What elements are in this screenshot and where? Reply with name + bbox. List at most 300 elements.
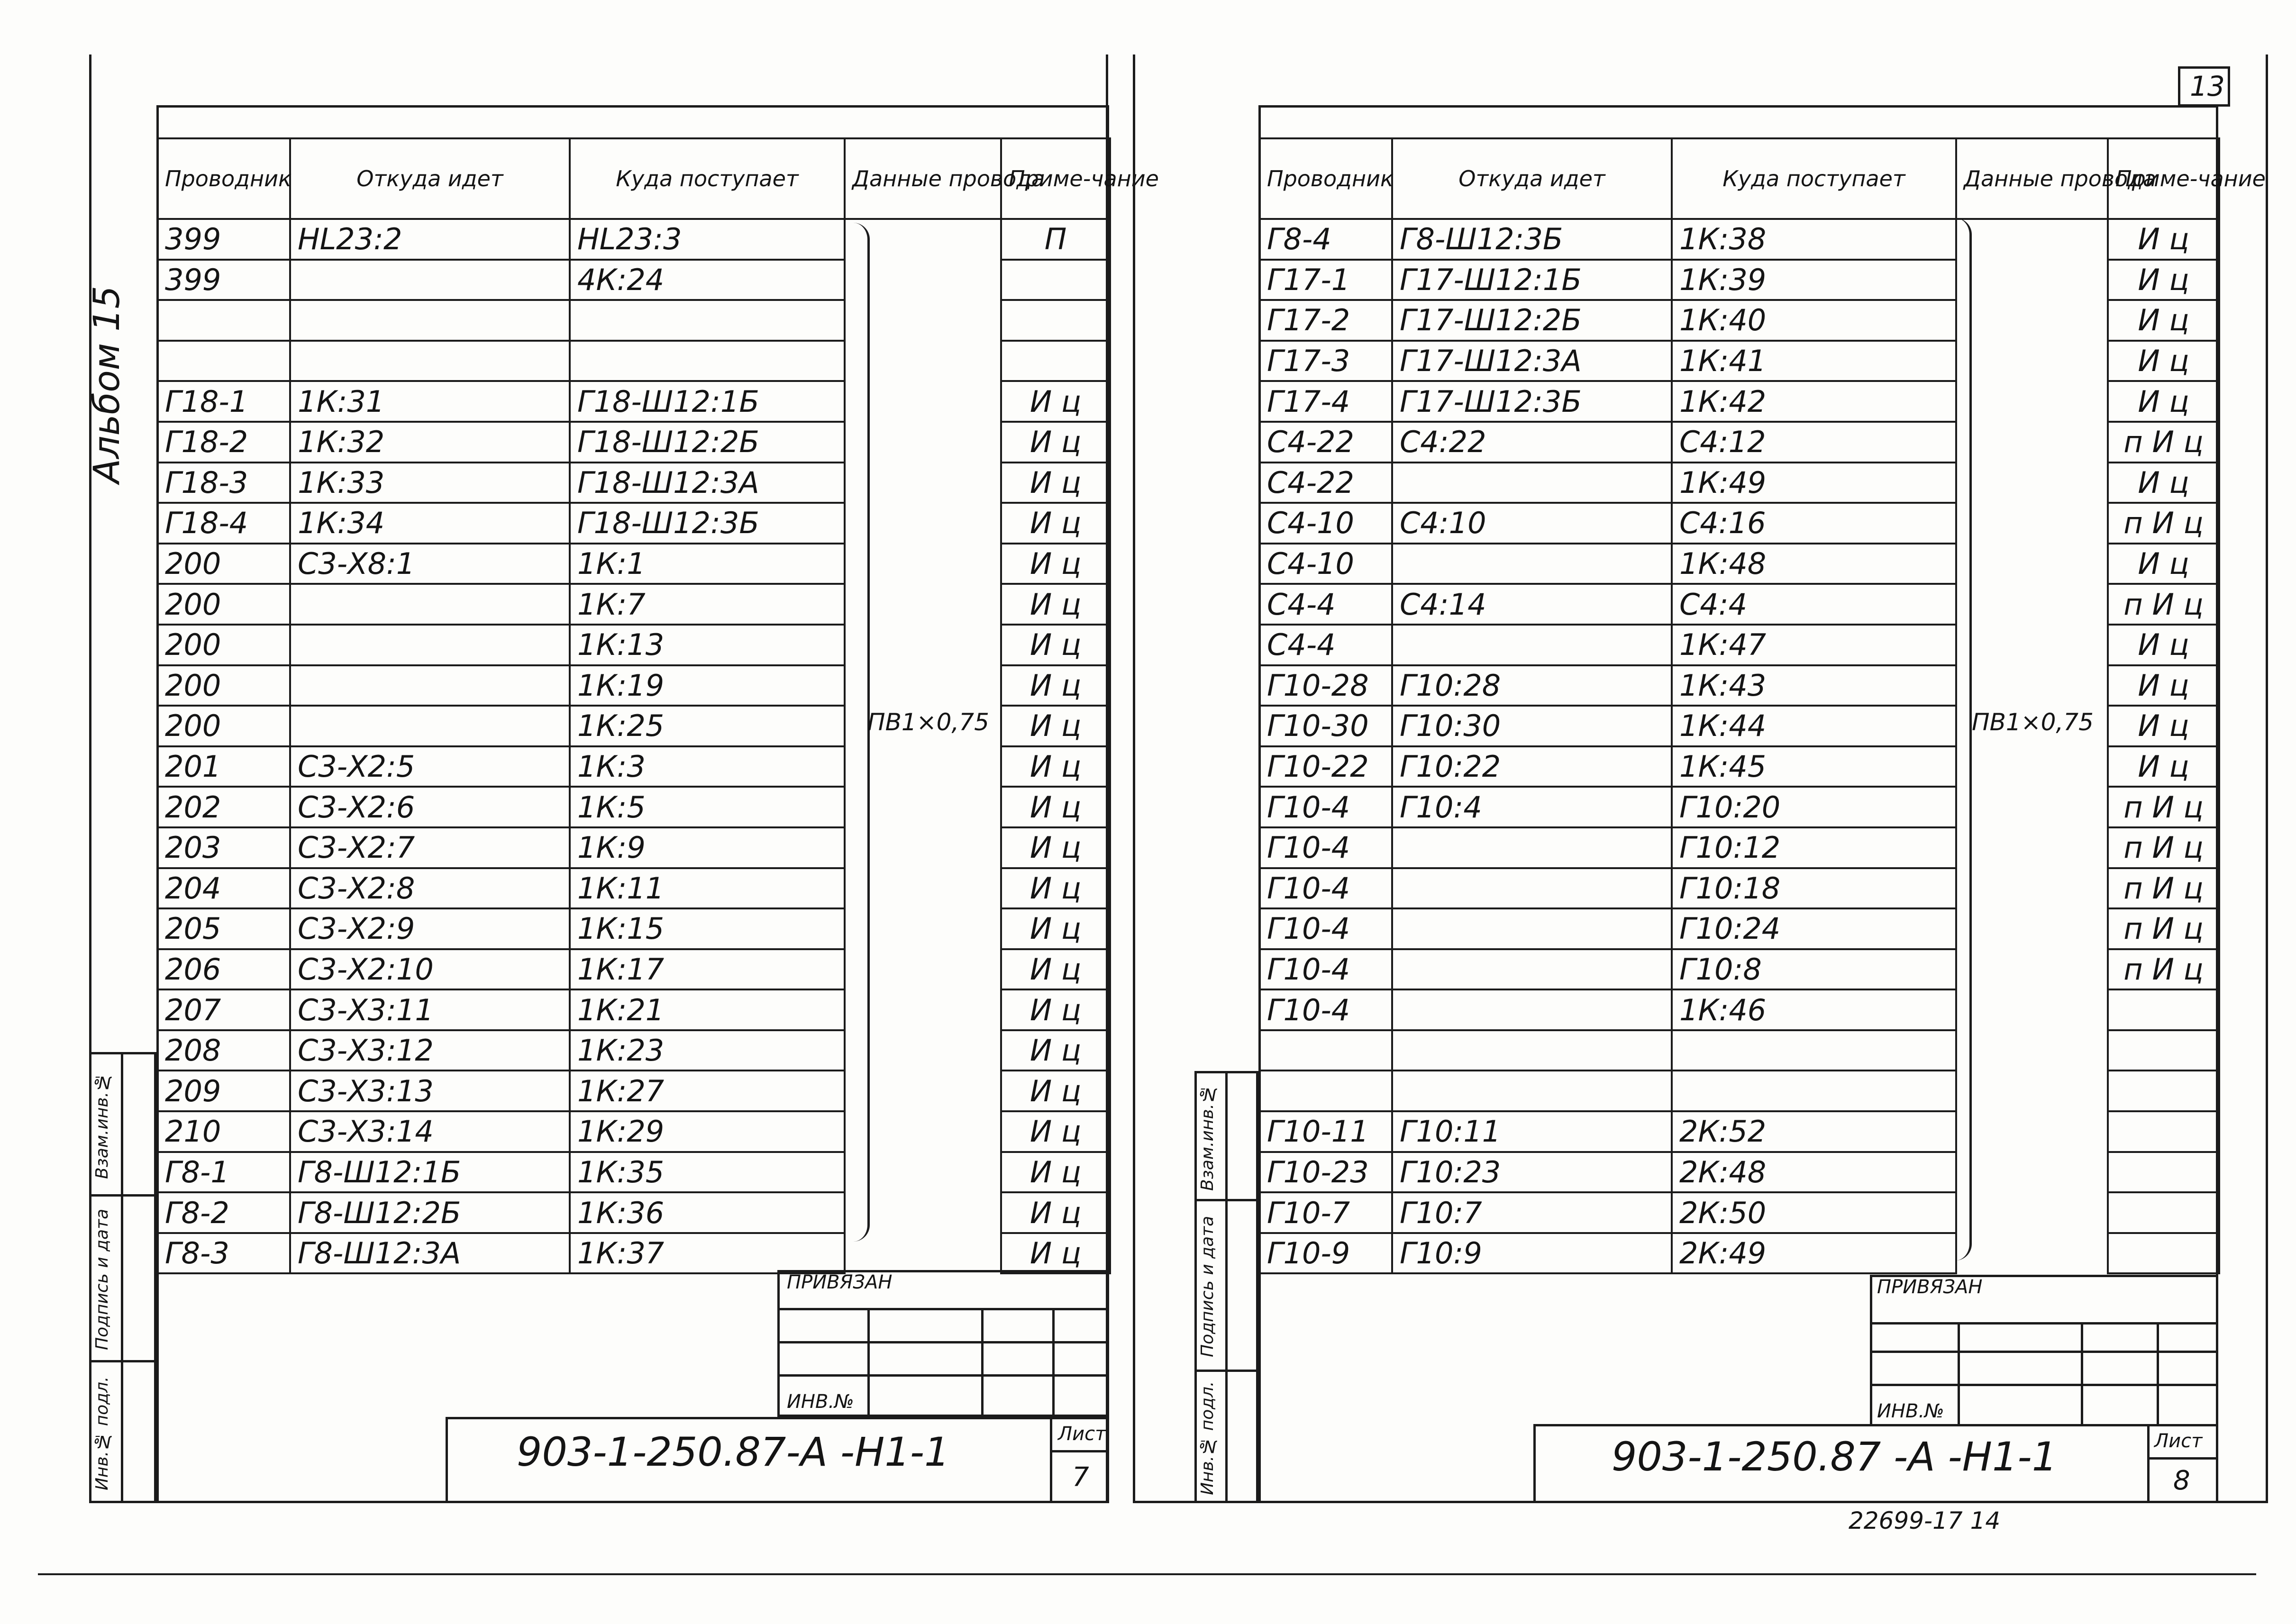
table-row [157,665,1110,706]
cell-note: п И ц [2108,503,2219,544]
cell-from [290,665,570,706]
cell-to: 1К:35 [570,1152,845,1193]
cell-conductor: 207 [157,989,290,1030]
cell-note: п И ц [2108,584,2219,625]
table-row [1259,1152,2219,1193]
cell-conductor: 202 [157,787,290,827]
table-row [157,260,1110,300]
cell-note: п И ц [2108,908,2219,949]
cell-note: п И ц [2108,868,2219,909]
cell-note [2108,1152,2219,1193]
cell-conductor: Г17-4 [1259,381,1392,422]
cell-conductor: Г10-23 [1259,1152,1392,1193]
cell-from: Г10:30 [1392,706,1672,746]
cell-from: Г17-Ш12:3Б [1392,381,1672,422]
cell-wire-data [1956,300,2108,341]
table-row [1259,908,2219,949]
cell-to: 1К:11 [570,868,845,909]
cell-conductor: 209 [157,1071,290,1111]
cell-note: И ц [1001,503,1110,544]
right-stamp-privyazan: ПРИВЯЗАН [1877,1276,1983,1298]
table-row [1259,625,2219,665]
cell-note: И ц [1001,1152,1110,1193]
cell-note: И ц [2108,463,2219,503]
cell-conductor: 201 [157,746,290,787]
cell-wire-data [1956,1111,2108,1152]
cell-from: С3-Х3:12 [290,1030,570,1071]
album-label: Альбом 15 [85,286,128,483]
cell-conductor: 205 [157,908,290,949]
cell-conductor: С4-4 [1259,584,1392,625]
cell-conductor: С4-4 [1259,625,1392,665]
cell-note: п И ц [2108,827,2219,868]
cell-from: С3-Х2:9 [290,908,570,949]
cell-wire-data [1956,868,2108,909]
table-row [157,1192,1110,1233]
cell-from [290,706,570,746]
cell-note: И ц [1001,827,1110,868]
cell-note: И ц [1001,381,1110,422]
cell-to: 1К:1 [570,544,845,584]
cell-conductor [157,341,290,381]
cell-wire-data [1956,665,2108,706]
table-row [1259,219,2219,260]
cell-note: И ц [1001,706,1110,746]
cell-wire-data [1956,625,2108,665]
page-corner-number: 13 [2190,70,2225,102]
right-sheet-label: Лист [2154,1430,2203,1452]
cell-note [1001,341,1110,381]
cell-conductor: 200 [157,584,290,625]
cell-to: С4:16 [1672,503,1956,544]
cell-from: HL23:2 [290,219,570,260]
table-row [157,300,1110,341]
cell-wire-data [1956,827,2108,868]
table-row [157,1152,1110,1193]
cell-to: Г18-Ш12:3А [570,463,845,503]
cell-wire-data [1956,908,2108,949]
cell-wire-data [1956,584,2108,625]
col-header-wire-data: Данные провода [1956,138,2108,219]
cell-wire-data [1956,1071,2108,1111]
cell-note: И ц [1001,1030,1110,1071]
cell-from [290,584,570,625]
cell-conductor: Г10-4 [1259,787,1392,827]
cell-to: Г18-Ш12:3Б [570,503,845,544]
cell-from [1392,868,1672,909]
side-label-inv-original: Инв.№ подл. [92,1376,112,1491]
table-row [157,625,1110,665]
cell-conductor: Г10-7 [1259,1192,1392,1233]
cell-note: И ц [2108,300,2219,341]
cell-note [2108,1111,2219,1152]
cell-to: 1К:48 [1672,544,1956,584]
table-row [157,868,1110,909]
right-cable-spec: ПВ1×0,75 [1972,708,2094,736]
table-row [157,584,1110,625]
cell-conductor: Г10-4 [1259,908,1392,949]
cell-conductor: Г18-4 [157,503,290,544]
col-header-to: Куда поступает [1672,138,1956,219]
side-label-signature-date: Подпись и дата [92,1208,112,1351]
cell-note: И ц [2108,544,2219,584]
cell-to: 1К:15 [570,908,845,949]
cell-note: И ц [1001,1233,1110,1274]
cell-to [1672,1071,1956,1111]
cell-note [2108,989,2219,1030]
table-row [157,422,1110,463]
table-row [1259,949,2219,990]
cell-from: Г17-Ш12:1Б [1392,260,1672,300]
col-header-note: Приме-чание [1001,138,1110,219]
cell-wire-data [1956,949,2108,990]
cell-note: И ц [1001,949,1110,990]
table-row [157,787,1110,827]
cell-from: 1К:33 [290,463,570,503]
cell-note: И ц [2108,260,2219,300]
cell-conductor: 200 [157,706,290,746]
cell-to: 1К:43 [1672,665,1956,706]
cell-from: Г8-Ш12:3А [290,1233,570,1274]
right-wire-table [1258,137,2266,1274]
table-row [157,381,1110,422]
cell-note: И ц [2108,381,2219,422]
cell-from [1392,463,1672,503]
cell-conductor: Г10-4 [1259,989,1392,1030]
left-sheet-label: Лист [1058,1423,1106,1445]
cell-to: Г10:20 [1672,787,1956,827]
cell-to: Г10:18 [1672,868,1956,909]
cell-from: Г17-Ш12:3А [1392,341,1672,381]
cell-conductor: 203 [157,827,290,868]
right-side-label-inv-original: Инв.№ подл. [1198,1381,1217,1496]
cell-note: И ц [1001,868,1110,909]
cell-to: 2К:52 [1672,1111,1956,1152]
left-stamp-privyazan: ПРИВЯЗАН [787,1271,893,1293]
table-row [157,503,1110,544]
cell-note: п И ц [2108,787,2219,827]
cell-to: 1К:47 [1672,625,1956,665]
cell-wire-data [1956,1152,2108,1193]
table-row [1259,827,2219,868]
cell-note: И ц [1001,908,1110,949]
cell-wire-data [1956,1233,2108,1274]
cell-from: С3-Х2:10 [290,949,570,990]
cell-to: 1К:44 [1672,706,1956,746]
cell-wire-data [1956,260,2108,300]
table-row [1259,422,2219,463]
cell-from [1392,989,1672,1030]
cell-to: 1К:17 [570,949,845,990]
cell-to [570,300,845,341]
cell-conductor: Г10-4 [1259,827,1392,868]
cell-to: 1К:9 [570,827,845,868]
cell-note: И ц [1001,665,1110,706]
cell-to: 1К:21 [570,989,845,1030]
table-row [157,746,1110,787]
cell-to: 1К:39 [1672,260,1956,300]
cell-to: Г18-Ш12:2Б [570,422,845,463]
cell-from [290,341,570,381]
cell-from: Г17-Ш12:2Б [1392,300,1672,341]
cell-wire-data [845,1233,1001,1274]
cell-conductor: Г8-3 [157,1233,290,1274]
cell-conductor: Г18-1 [157,381,290,422]
cell-conductor: Г10-4 [1259,949,1392,990]
cell-to [570,341,845,381]
cell-to: 1К:49 [1672,463,1956,503]
cell-from: С3-Х2:5 [290,746,570,787]
col-header-note: Приме-чание [2108,138,2219,219]
cell-wire-data [1956,503,2108,544]
cell-note [1001,260,1110,300]
cell-to: 1К:29 [570,1111,845,1152]
cell-wire-data [1956,787,2108,827]
cell-conductor: Г10-4 [1259,868,1392,909]
cell-note: И ц [1001,1111,1110,1152]
cell-note [2108,1192,2219,1233]
col-header-wire-data: Данные провода [845,138,1001,219]
cell-conductor: Г8-4 [1259,219,1392,260]
cell-to: С4:4 [1672,584,1956,625]
cell-from [1392,908,1672,949]
cell-to: 1К:45 [1672,746,1956,787]
cell-from: Г8-Ш12:2Б [290,1192,570,1233]
cell-from [290,300,570,341]
cell-to: 1К:40 [1672,300,1956,341]
table-row [1259,1071,2219,1111]
left-cable-spec: ПВ1×0,75 [867,708,989,736]
left-doc-code: 903-1-250.87-А -Н1-1 [517,1429,950,1475]
table-row [1259,1111,2219,1152]
cell-note: И ц [1001,544,1110,584]
cell-from: 1К:34 [290,503,570,544]
right-sheet-number: 8 [2173,1465,2190,1496]
table-row [157,463,1110,503]
cell-wire-data [1956,544,2108,584]
cell-conductor: С4-10 [1259,544,1392,584]
table-row [1259,341,2219,381]
table-row [157,827,1110,868]
cell-to: 1К:25 [570,706,845,746]
cell-wire-data [1956,1030,2108,1071]
cell-from: С3-Х3:14 [290,1111,570,1152]
cell-to: 2К:49 [1672,1233,1956,1274]
col-header-conductor: Проводник [157,138,290,219]
cell-to: 1К:5 [570,787,845,827]
table-row [1259,1192,2219,1233]
cell-from [1392,1030,1672,1071]
cell-conductor: Г10-9 [1259,1233,1392,1274]
table-row [1259,544,2219,584]
table-row [1259,381,2219,422]
cell-note: п И ц [2108,422,2219,463]
cell-wire-data [1956,341,2108,381]
cell-from: С4:22 [1392,422,1672,463]
cell-from: 1К:32 [290,422,570,463]
cell-note: И ц [2108,341,2219,381]
table-row [1259,989,2219,1030]
cell-conductor: 399 [157,219,290,260]
cell-from: Г10:28 [1392,665,1672,706]
cell-wire-data [1956,381,2108,422]
cell-from: Г10:23 [1392,1152,1672,1193]
table-row [1259,463,2219,503]
cell-note: И ц [1001,463,1110,503]
cell-note: И ц [1001,625,1110,665]
cell-from [1392,625,1672,665]
table-row [157,341,1110,381]
col-header-to: Куда поступает [570,138,845,219]
table-row [1259,300,2219,341]
cell-conductor: Г10-11 [1259,1111,1392,1152]
cell-from [1392,1071,1672,1111]
cell-wire-data [1956,989,2108,1030]
cell-conductor: Г17-3 [1259,341,1392,381]
col-header-from: Откуда идет [290,138,570,219]
cell-conductor: С4-10 [1259,503,1392,544]
table-row [157,989,1110,1030]
table-row [157,1030,1110,1071]
left-wire-table [156,137,1159,1274]
cell-to: 1К:37 [570,1233,845,1274]
cell-to: 4К:24 [570,260,845,300]
table-row [1259,746,2219,787]
cell-note: И ц [1001,787,1110,827]
cell-to: 1К:19 [570,665,845,706]
left-sheet-number: 7 [1072,1462,1089,1493]
cell-conductor [157,300,290,341]
cell-to [1672,1030,1956,1071]
table-row [157,908,1110,949]
table-row [1259,787,2219,827]
col-header-from: Откуда идет [1392,138,1672,219]
cell-wire-data [1956,219,2108,260]
cell-to: 1К:27 [570,1071,845,1111]
cell-to: 2К:48 [1672,1152,1956,1193]
right-side-label-replace-inv: Взам.инв.№ [1198,1084,1217,1191]
cell-from [1392,949,1672,990]
cell-conductor: С4-22 [1259,422,1392,463]
cell-conductor: 399 [157,260,290,300]
right-doc-code: 903-1-250.87 -А -Н1-1 [1612,1433,2058,1480]
table-row [157,544,1110,584]
cell-note: И ц [2108,665,2219,706]
table-row [157,949,1110,990]
cell-from: С4:10 [1392,503,1672,544]
cell-from: С3-Х8:1 [290,544,570,584]
cell-from: Г8-Ш12:1Б [290,1152,570,1193]
table-row [1259,260,2219,300]
table-row [157,1233,1110,1274]
col-header-conductor: Проводник [1259,138,1392,219]
table-row [157,1111,1110,1152]
cell-conductor: Г10-30 [1259,706,1392,746]
cell-conductor: 200 [157,544,290,584]
cell-from [290,260,570,300]
cell-note: И ц [2108,625,2219,665]
right-side-label-signature-date: Подпись и дата [1198,1216,1217,1358]
table-row [1259,868,2219,909]
cell-to: С4:12 [1672,422,1956,463]
cell-conductor: 204 [157,868,290,909]
cell-note: И ц [1001,584,1110,625]
cell-conductor: 200 [157,625,290,665]
cell-to: 1К:13 [570,625,845,665]
cell-from: Г10:9 [1392,1233,1672,1274]
cell-conductor: Г8-2 [157,1192,290,1233]
cell-note [2108,1030,2219,1071]
cell-conductor: С4-22 [1259,463,1392,503]
cell-conductor: 210 [157,1111,290,1152]
cell-to: HL23:3 [570,219,845,260]
cell-wire-data [1956,746,2108,787]
cell-from: С3-Х3:13 [290,1071,570,1111]
cell-note: И ц [2108,219,2219,260]
cell-from: С4:14 [1392,584,1672,625]
cell-conductor [1259,1030,1392,1071]
cell-to: 1К:7 [570,584,845,625]
right-stamp-inv: ИНВ.№ [1877,1400,1944,1422]
table-row [1259,584,2219,625]
cell-wire-data [1956,463,2108,503]
cell-from [290,625,570,665]
cell-to: 2К:50 [1672,1192,1956,1233]
cell-note: П [1001,219,1110,260]
cell-from: Г10:11 [1392,1111,1672,1152]
cell-to: Г10:12 [1672,827,1956,868]
cell-conductor [1259,1071,1392,1111]
cell-from: С3-Х2:8 [290,868,570,909]
cell-note: И ц [2108,746,2219,787]
cell-to: 1К:3 [570,746,845,787]
cell-note: И ц [1001,1192,1110,1233]
cell-from: Г8-Ш12:3Б [1392,219,1672,260]
cell-note: И ц [1001,746,1110,787]
cell-to: 1К:46 [1672,989,1956,1030]
left-stamp-inv: ИНВ.№ [787,1391,854,1413]
cell-from [1392,544,1672,584]
page-bottom-edge [38,1573,2256,1575]
cell-note: п И ц [2108,949,2219,990]
table-row [157,1071,1110,1111]
cell-from: С3-Х3:11 [290,989,570,1030]
cell-conductor: 208 [157,1030,290,1071]
cell-note: И ц [1001,989,1110,1030]
table-row [1259,503,2219,544]
cell-to: Г18-Ш12:1Б [570,381,845,422]
cell-conductor: Г17-1 [1259,260,1392,300]
cell-from: С3-Х2:7 [290,827,570,868]
cell-conductor: Г17-2 [1259,300,1392,341]
side-label-replace-inv: Взам.инв.№ [92,1072,112,1179]
cell-to: 1К:41 [1672,341,1956,381]
cell-from: С3-Х2:6 [290,787,570,827]
cell-wire-data [1956,422,2108,463]
cell-to: 1К:42 [1672,381,1956,422]
cell-conductor: Г10-22 [1259,746,1392,787]
cell-conductor: Г18-2 [157,422,290,463]
cell-conductor: 206 [157,949,290,990]
table-row [1259,665,2219,706]
right-cable-brace [1955,218,1972,1261]
cell-to: 1К:23 [570,1030,845,1071]
cell-note: И ц [2108,706,2219,746]
cell-to: Г10:24 [1672,908,1956,949]
footer-archive-number: 22699-17 14 [1849,1507,2001,1534]
cell-conductor: Г18-3 [157,463,290,503]
cell-conductor: Г8-1 [157,1152,290,1193]
